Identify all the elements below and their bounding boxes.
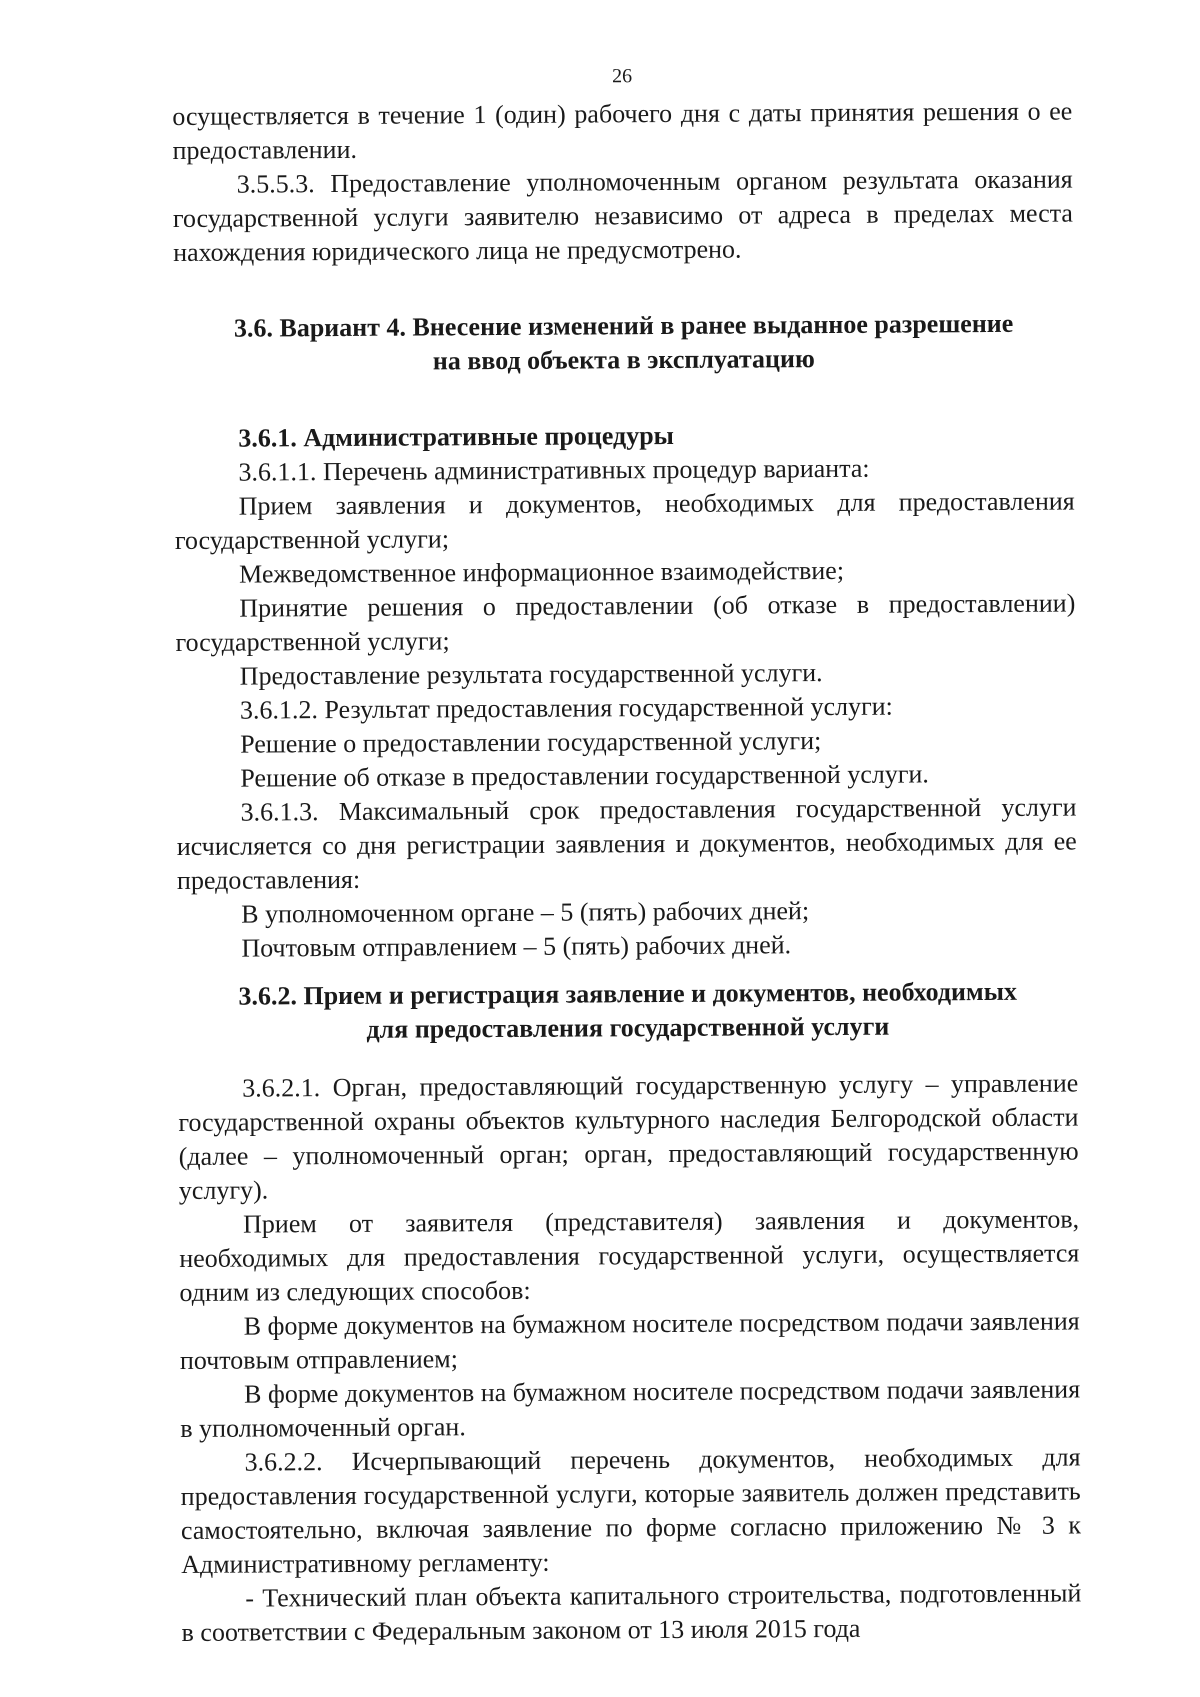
page-content (172, 59, 1082, 1650)
paragraph: Решение о предоставлении государственной услуги; (240, 726, 822, 759)
paragraph: 3.6.2.1. Орган, предоставляющий государственную услугу – управление государственной охраны объектов культурного наследия Белгородской области (далее – уполномоченный орган; орган, предоставляющий государственную услугу). (178, 1068, 1079, 1205)
paragraph: 3.5.5.3. Предоставление уполномоченным органом результата оказания государственной услуги заявителю независимо от адреса в пределах места нахождения юридического лица не предусмотрено. (172, 164, 1074, 267)
paragraph: Прием заявления и документов, необходимых для предоставления государственной услуги; (174, 486, 1075, 555)
paragraph: 3.6.1.1. Перечень административных процедур варианта: (238, 453, 870, 487)
paragraph: Прием от заявителя (представителя) заявления и документов, необходимых для предоставления государственной услуги, осуществляется одним из следующих способов: (179, 1204, 1080, 1307)
paragraph: 3.6.2.2. Исчерпывающий перечень документов, необходимых для предоставления государственной услуги, которые заявитель должен представить самостоятельно, включая заявление по форме согласно приложению № 3 к Административному регламенту: (180, 1442, 1082, 1579)
paragraph: Предоставление результата государственной услуги. (239, 658, 823, 691)
paragraph: В уполномоченном органе – 5 (пять) рабочих дней; (241, 896, 810, 929)
section-3-6-1-heading: 3.6.1. Административные процедуры (238, 420, 675, 453)
paragraph: Почтовым отправлением – 5 (пять) рабочих дней. (241, 930, 792, 963)
heading-line: 3.6.2. Прием и регистрация заявление и документов, необходимых (238, 976, 1018, 1011)
heading-line: 3.6. Вариант 4. Внесение изменений в ранее выданное разрешение (233, 308, 1014, 343)
paragraph: 3.6.1.2. Результат предоставления государственной услуги: (239, 691, 893, 725)
paragraph: - Технический план объекта капитального строительства, подготовленный в соответствии с Федеральным законом от 13 июля 2015 года (181, 1578, 1082, 1647)
paragraph: осуществляется в течение 1 (один) рабочего дня с даты принятия решения о ее предоставлении. (172, 96, 1073, 165)
page-number: 26 (612, 65, 633, 88)
paragraph: 3.6.1.3. Максимальный срок предоставления государственной услуги исчисляется со дня регистрации заявления и документов, необходимых для ее предоставления: (176, 792, 1077, 895)
paragraph: В форме документов на бумажном носителе посредством подачи заявления в уполномоченный орган. (180, 1374, 1081, 1443)
paragraph: Межведомственное информационное взаимодействие; (239, 555, 845, 589)
section-3-6-2-heading (178, 974, 1078, 1047)
section-3-6-heading (174, 306, 1074, 379)
paragraph: В форме документов на бумажном носителе посредством подачи заявления почтовым отправлением; (179, 1306, 1080, 1375)
paragraph: Принятие решения о предоставлении (об отказе в предоставлении) государственной услуги; (175, 588, 1076, 657)
heading-line: на ввод объекта в эксплуатацию (432, 344, 815, 376)
paragraph: Решение об отказе в предоставлении государственной услуги. (240, 759, 929, 793)
heading-line: для предоставления государственной услуги (366, 1011, 890, 1044)
